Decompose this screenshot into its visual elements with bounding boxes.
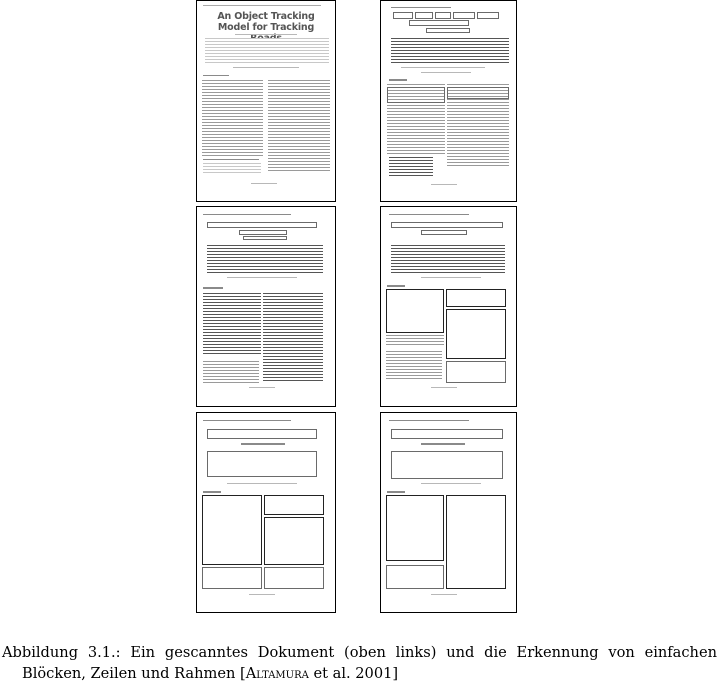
frame-detection-page-1 — [380, 206, 517, 407]
scanned-title-line1: An Object Tracking Model for Tracking — [217, 11, 315, 33]
right-column-text — [268, 80, 330, 172]
left-column-text — [202, 80, 263, 156]
figure-caption — [2, 642, 717, 684]
frame-detection-page-2 — [196, 412, 336, 613]
abstract-block — [205, 38, 329, 64]
citation-author: Altamura — [245, 665, 309, 682]
caption-line-2-end: et al. 2001] — [308, 665, 399, 682]
frame-detection-page-3 — [380, 412, 517, 613]
block-detection-page — [196, 206, 336, 407]
caption-line-2-start: Blöcken, Zeilen und Rahmen [ — [22, 665, 246, 682]
scanned-document-page — [196, 0, 336, 202]
caption-line-1: Abbildung 3.1.: Ein gescanntes Dokument (oben links) und die Erkennung von einfachen — [2, 644, 717, 661]
caption-line-2 — [2, 663, 717, 684]
line-detection-page — [380, 0, 517, 202]
